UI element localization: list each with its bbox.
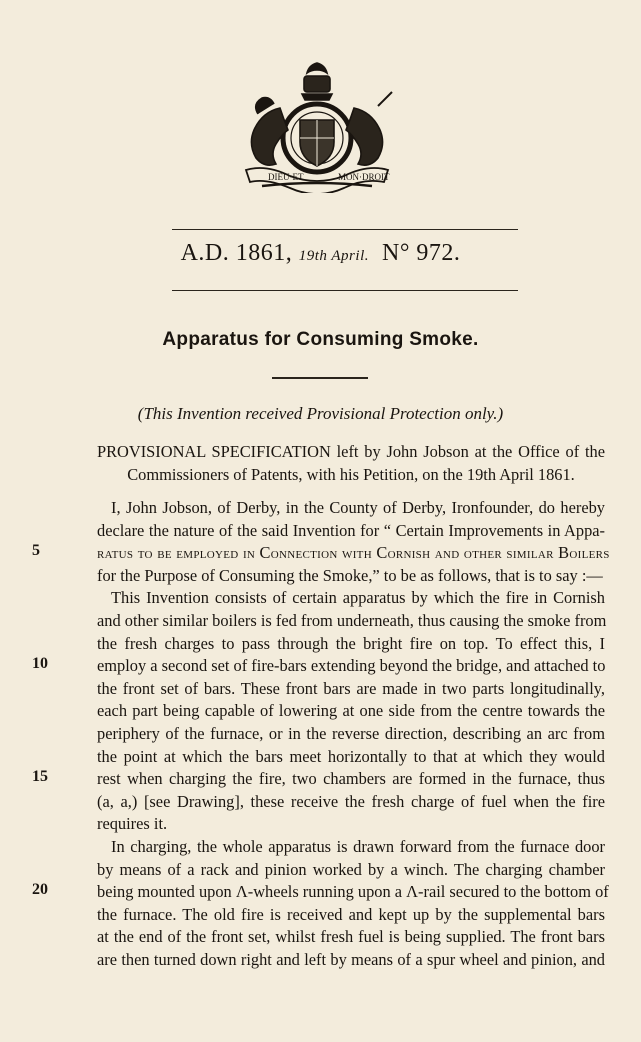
line-number: 20 bbox=[32, 881, 48, 898]
body-line: and other similar boilers is fed from underneath, thus causing the smoke from bbox=[97, 610, 607, 630]
motto-right-text: MON·DROIT bbox=[338, 172, 390, 182]
body-line: periphery of the furnace, or in the reverse direction, describing an arc from bbox=[97, 723, 605, 743]
spec-heading-line: Commissioners of Patents, with his Petition, on the 19th April 1861. bbox=[127, 464, 575, 484]
patent-header-line bbox=[0, 240, 641, 267]
royal-coat-of-arms-icon bbox=[238, 58, 396, 193]
body-line: the front set of bars. These front bars are made in two parts longitudinally, bbox=[97, 678, 605, 698]
body-line: the point at which the bars meet horizontally to that at which they would bbox=[97, 746, 605, 766]
body-line: employ a second set of fire-bars extending beyond the bridge, and attached to bbox=[97, 656, 606, 676]
body-line: at the end of the front set, whilst fresh fuel is being supplied. The front bars bbox=[97, 927, 605, 947]
body-line: the fresh charges to pass through the bright fire on top. To effect this, I bbox=[97, 633, 605, 653]
body-line: each part being capable of lowering at one side from the centre towards the bbox=[97, 701, 605, 721]
body-line: are then turned down right and left by means of a spur wheel and pinion, and bbox=[97, 949, 605, 969]
body-line: (a, a,) [see Drawing], these receive the fresh charge of fuel when the fire bbox=[97, 791, 605, 811]
line-number: 15 bbox=[32, 768, 48, 785]
title-rule bbox=[272, 377, 368, 379]
body-line: requires it. bbox=[97, 814, 168, 834]
body-line: being mounted upon Λ-wheels running upon a Λ-rail secured to the bottom of bbox=[97, 882, 609, 902]
provisional-protection-note: (This Invention received Provisional Protection only.) bbox=[137, 404, 504, 423]
body-line: rest when charging the fire, two chambers are formed in the furnace, thus bbox=[97, 769, 605, 789]
body-line: declare the nature of the said Invention for “ Certain Improvements in Appa- bbox=[97, 520, 605, 540]
body-line: I, John Jobson, of Derby, in the County of Derby, Ironfounder, do hereby bbox=[111, 498, 605, 517]
specification-body bbox=[97, 497, 610, 971]
spec-heading-line: PROVISIONAL SPECIFICATION left by John Jobson at the Office of the bbox=[97, 442, 605, 461]
line-number: 5 bbox=[32, 542, 40, 559]
patent-date: 19th April. bbox=[298, 248, 369, 264]
header-top-rule bbox=[172, 229, 518, 230]
patent-year: A.D. 1861, bbox=[180, 240, 293, 266]
line-number: 10 bbox=[32, 655, 48, 672]
spec-heading bbox=[97, 441, 605, 486]
body-line: the furnace. The old fire is received and kept up by the supplemental bars bbox=[97, 904, 605, 924]
motto-left-text: DIEU·ET bbox=[268, 172, 304, 182]
patent-number: N° 972. bbox=[381, 240, 461, 266]
patent-title: Apparatus for Consuming Smoke. bbox=[162, 329, 479, 350]
body-line: ratus to be employed in Connection with Cornish and other similar Boilers bbox=[97, 543, 610, 563]
body-line: This Invention consists of certain apparatus by which the fire in Cornish bbox=[111, 588, 605, 608]
body-line: In charging, the whole apparatus is drawn forward from the furnace door bbox=[111, 836, 605, 856]
header-bottom-rule bbox=[172, 290, 518, 291]
body-line: for the Purpose of Consuming the Smoke,” to be as follows, that is to say :— bbox=[97, 565, 603, 585]
body-line: by means of a rack and pinion worked by a winch. The charging chamber bbox=[97, 859, 605, 879]
